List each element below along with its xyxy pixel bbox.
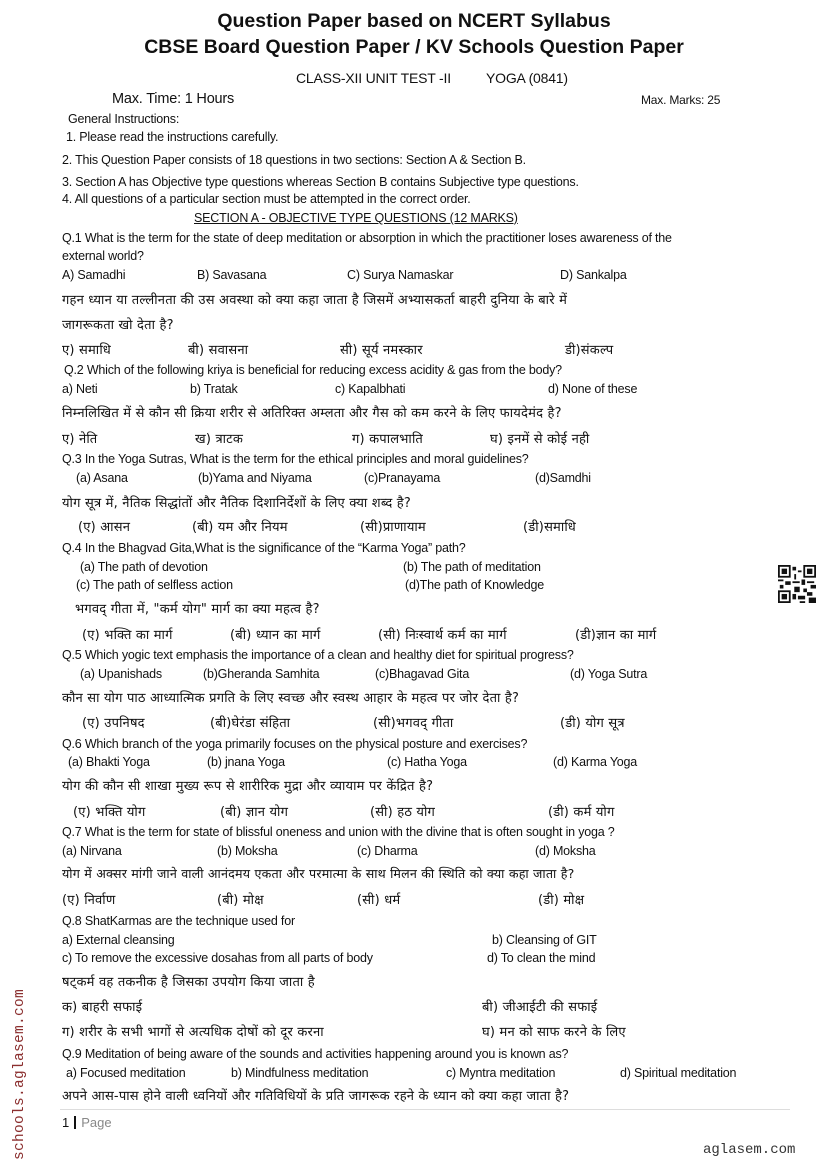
q3-option-c: (c)Pranayama bbox=[364, 471, 441, 485]
q2-hindi-option-d: घ) इनमें से कोई नही bbox=[490, 432, 590, 447]
q8-hindi-option-b: बी) जीआईटी की सफाई bbox=[482, 1000, 598, 1015]
q2-option-a: a) Neti bbox=[62, 382, 98, 396]
q9-text: Q.9 Meditation of being aware of the sounds and activities happening around you is known as? bbox=[62, 1047, 569, 1061]
max-time: Max. Time: 1 Hours bbox=[112, 91, 235, 107]
q3-hindi-option-b: (बी) यम और नियम bbox=[192, 520, 288, 535]
q7-hindi-option-b: (बी) मोक्ष bbox=[217, 893, 264, 908]
q7-hindi-option-a: (ए) निर्वाण bbox=[62, 893, 116, 908]
q3-hindi-option-d: (डी)समाधि bbox=[523, 520, 576, 535]
q5-hindi-option-d: (डी) योग सूत्र bbox=[560, 716, 625, 731]
q7-option-d: (d) Moksha bbox=[535, 844, 596, 858]
q1-hindi-option-b: बी) सवासना bbox=[188, 343, 249, 358]
q6-option-a: (a) Bhakti Yoga bbox=[68, 755, 150, 769]
q6-option-d: (d) Karma Yoga bbox=[553, 755, 638, 769]
q4-option-b: (b) The path of meditation bbox=[403, 560, 541, 574]
q9-option-a: a) Focused meditation bbox=[66, 1066, 186, 1080]
q2-option-b: b) Tratak bbox=[190, 382, 238, 396]
q9-hindi-text: अपने आस-पास होने वाली ध्वनियों और गतिविधियों के प्रति जागरूक रहने के ध्यान को क्या कहा जाता है? bbox=[62, 1089, 570, 1104]
q3-text: Q.3 In the Yoga Sutras, What is the term for the ethical principles and moral guidelines? bbox=[62, 452, 529, 466]
q6-hindi-option-d: (डी) कर्म योग bbox=[548, 805, 615, 820]
q6-hindi-text: योग की कौन सी शाखा मुख्य रूप से शारीरिक मुद्रा और व्यायाम पर केंद्रित है? bbox=[62, 779, 434, 794]
q7-text: Q.7 What is the term for state of blissful oneness and union with the divine that is often sought in yoga ? bbox=[62, 825, 615, 839]
q3-hindi-option-a: (ए) आसन bbox=[78, 520, 131, 535]
q5-option-c: (c)Bhagavad Gita bbox=[375, 667, 470, 681]
side-watermark: schools.aglasem.com bbox=[12, 988, 28, 1160]
class-label: CLASS-XII UNIT TEST -II bbox=[296, 70, 451, 86]
q6-option-b: (b) jnana Yoga bbox=[207, 755, 285, 769]
q1-hindi-option-a: ए) समाधि bbox=[62, 343, 111, 358]
q2-option-c: c) Kapalbhati bbox=[335, 382, 406, 396]
q4-hindi-text: भगवद् गीता में, "कर्म योग" मार्ग का क्या महत्व है? bbox=[75, 602, 320, 617]
q4-text: Q.4 In the Bhagvad Gita,What is the significance of the “Karma Yoga” path? bbox=[62, 541, 466, 555]
q7-option-b: (b) Moksha bbox=[217, 844, 278, 858]
q8-option-a: a) External cleansing bbox=[62, 933, 175, 947]
q6-hindi-option-a: (ए) भक्ति योग bbox=[73, 805, 146, 820]
q9-option-d: d) Spiritual meditation bbox=[620, 1066, 737, 1080]
page-number: 1 bbox=[62, 1115, 70, 1130]
q8-option-b: b) Cleansing of GIT bbox=[492, 933, 597, 947]
instruction-1: 1. Please read the instructions carefully. bbox=[66, 130, 279, 144]
q4-hindi-option-b: (बी) ध्यान का मार्ग bbox=[230, 628, 321, 643]
q1-text: Q.1 What is the term for the state of deep meditation or absorption in which the practitioner loses awareness of the bbox=[62, 231, 672, 245]
q8-hindi-text: षट्कर्म वह तकनीक है जिसका उपयोग किया जाता है bbox=[62, 975, 315, 990]
q8-text: Q.8 ShatKarmas are the technique used for bbox=[62, 914, 295, 928]
instruction-2: 2. This Question Paper consists of 18 questions in two sections: Section A & Section B. bbox=[62, 153, 526, 167]
q1-option-c: C) Surya Namaskar bbox=[347, 268, 454, 282]
q2-option-d: d) None of these bbox=[548, 382, 638, 396]
q1-hindi-text: गहन ध्यान या तल्लीनता की उस अवस्था को क्या कहा जाता है जिसमें अभ्यासकर्ता बाहरी दुनिया के बारे में bbox=[62, 293, 568, 308]
document-title-line2: CBSE Board Question Paper / KV Schools Question Paper bbox=[144, 36, 684, 58]
q8-hindi-option-d: घ) मन को साफ करने के लिए bbox=[482, 1025, 626, 1040]
qr-code-icon bbox=[778, 565, 816, 603]
instruction-4: 4. All questions of a particular section must be attempted in the correct order. bbox=[62, 192, 471, 206]
q6-hindi-option-c: (सी) हठ योग bbox=[370, 805, 436, 820]
q5-option-d: (d) Yoga Sutra bbox=[570, 667, 648, 681]
q8-option-c: c) To remove the excessive dosahas from all parts of body bbox=[62, 951, 373, 965]
q5-option-a: (a) Upanishads bbox=[80, 667, 162, 681]
q8-option-d: d) To clean the mind bbox=[487, 951, 596, 965]
subject-label: YOGA (0841) bbox=[486, 70, 568, 86]
footer-divider bbox=[60, 1109, 790, 1110]
q1-hindi-option-d: डी)संकल्प bbox=[565, 343, 614, 358]
q1-hindi-option-c: सी) सूर्य नमस्कार bbox=[340, 343, 423, 358]
q5-hindi-option-a: (ए) उपनिषद bbox=[82, 716, 145, 731]
document-title-line1: Question Paper based on NCERT Syllabus bbox=[217, 10, 611, 32]
q1-option-a: A) Samadhi bbox=[62, 268, 126, 282]
q4-hindi-option-a: (ए) भक्ति का मार्ग bbox=[82, 628, 173, 643]
q6-hindi-option-b: (बी) ज्ञान योग bbox=[220, 805, 289, 820]
q4-option-d: (d)The path of Knowledge bbox=[405, 578, 545, 592]
q1-option-b: B) Savasana bbox=[197, 268, 267, 282]
q7-hindi-option-d: (डी) मोक्ष bbox=[538, 893, 585, 908]
instructions-heading: General Instructions: bbox=[68, 112, 180, 126]
q7-hindi-text: योग में अक्सर मांगी जाने वाली आनंदमय एकता और परमात्मा के साथ मिलन की स्थिति को क्या कहा जाता है? bbox=[62, 866, 575, 881]
q3-option-d: (d)Samdhi bbox=[535, 471, 591, 485]
q8-hindi-option-c: ग) शरीर के सभी भागों से अत्यधिक दोषों को दूर करना bbox=[62, 1025, 324, 1040]
q4-option-a: (a) The path of devotion bbox=[80, 560, 208, 574]
q3-option-b: (b)Yama and Niyama bbox=[198, 471, 312, 485]
instruction-3: 3. Section A has Objective type questions whereas Section B contains Subjective type questions. bbox=[62, 175, 579, 189]
q6-option-c: (c) Hatha Yoga bbox=[387, 755, 467, 769]
q4-hindi-option-d: (डी)ज्ञान का मार्ग bbox=[575, 628, 657, 643]
q2-hindi-option-c: ग) कपालभाति bbox=[352, 432, 423, 447]
q5-hindi-text: कौन सा योग पाठ आध्यात्मिक प्रगति के लिए स्वच्छ और स्वस्थ आहार के महत्व पर जोर देता है? bbox=[62, 691, 520, 706]
page-footer bbox=[62, 1115, 112, 1130]
corner-watermark: aglasem.com bbox=[703, 1142, 796, 1158]
q3-hindi-text: योग सूत्र में, नैतिक सिद्धांतों और नैतिक दिशानिर्देशों के लिए क्या शब्द है? bbox=[62, 496, 411, 511]
q7-option-c: (c) Dharma bbox=[357, 844, 418, 858]
q2-hindi-option-b: ख) त्राटक bbox=[195, 432, 244, 447]
q1-option-d: D) Sankalpa bbox=[560, 268, 627, 282]
q5-option-b: (b)Gheranda Samhita bbox=[203, 667, 320, 681]
page-separator bbox=[74, 1116, 76, 1129]
q2-text: Q.2 Which of the following kriya is beneficial for reducing excess acidity & gas from the body? bbox=[64, 363, 562, 377]
q5-text: Q.5 Which yogic text emphasis the importance of a clean and healthy diet for spiritual progress? bbox=[62, 648, 574, 662]
q1-hindi-text-cont: जागरूकता खो देता है? bbox=[62, 318, 174, 333]
section-a-heading: SECTION A - OBJECTIVE TYPE QUESTIONS (12 MARKS) bbox=[194, 211, 518, 225]
q1-text-cont: external world? bbox=[62, 249, 144, 263]
page-label: Page bbox=[81, 1115, 112, 1130]
max-marks: Max. Marks: 25 bbox=[641, 93, 721, 107]
q7-option-a: (a) Nirvana bbox=[62, 844, 122, 858]
q2-hindi-option-a: ए) नेति bbox=[62, 432, 98, 447]
q8-hindi-option-a: क) बाहरी सफाई bbox=[62, 1000, 143, 1015]
q5-hindi-option-c: (सी)भगवद् गीता bbox=[373, 716, 454, 731]
q9-option-b: b) Mindfulness meditation bbox=[231, 1066, 369, 1080]
q4-hindi-option-c: (सी) निःस्वार्थ कर्म का मार्ग bbox=[378, 628, 507, 643]
q6-text: Q.6 Which branch of the yoga primarily focuses on the physical posture and exercises? bbox=[62, 737, 528, 751]
q3-hindi-option-c: (सी)प्राणायाम bbox=[360, 520, 426, 535]
q4-option-c: (c) The path of selfless action bbox=[76, 578, 233, 592]
q9-option-c: c) Myntra meditation bbox=[446, 1066, 556, 1080]
q5-hindi-option-b: (बी)घेरंडा संहिता bbox=[210, 716, 291, 731]
q2-hindi-text: निम्नलिखित में से कौन सी क्रिया शरीर से अतिरिक्त अम्लता और गैस को कम करने के लिए फायदेमंद है? bbox=[62, 406, 562, 421]
q7-hindi-option-c: (सी) धर्म bbox=[357, 893, 401, 908]
q3-option-a: (a) Asana bbox=[76, 471, 128, 485]
